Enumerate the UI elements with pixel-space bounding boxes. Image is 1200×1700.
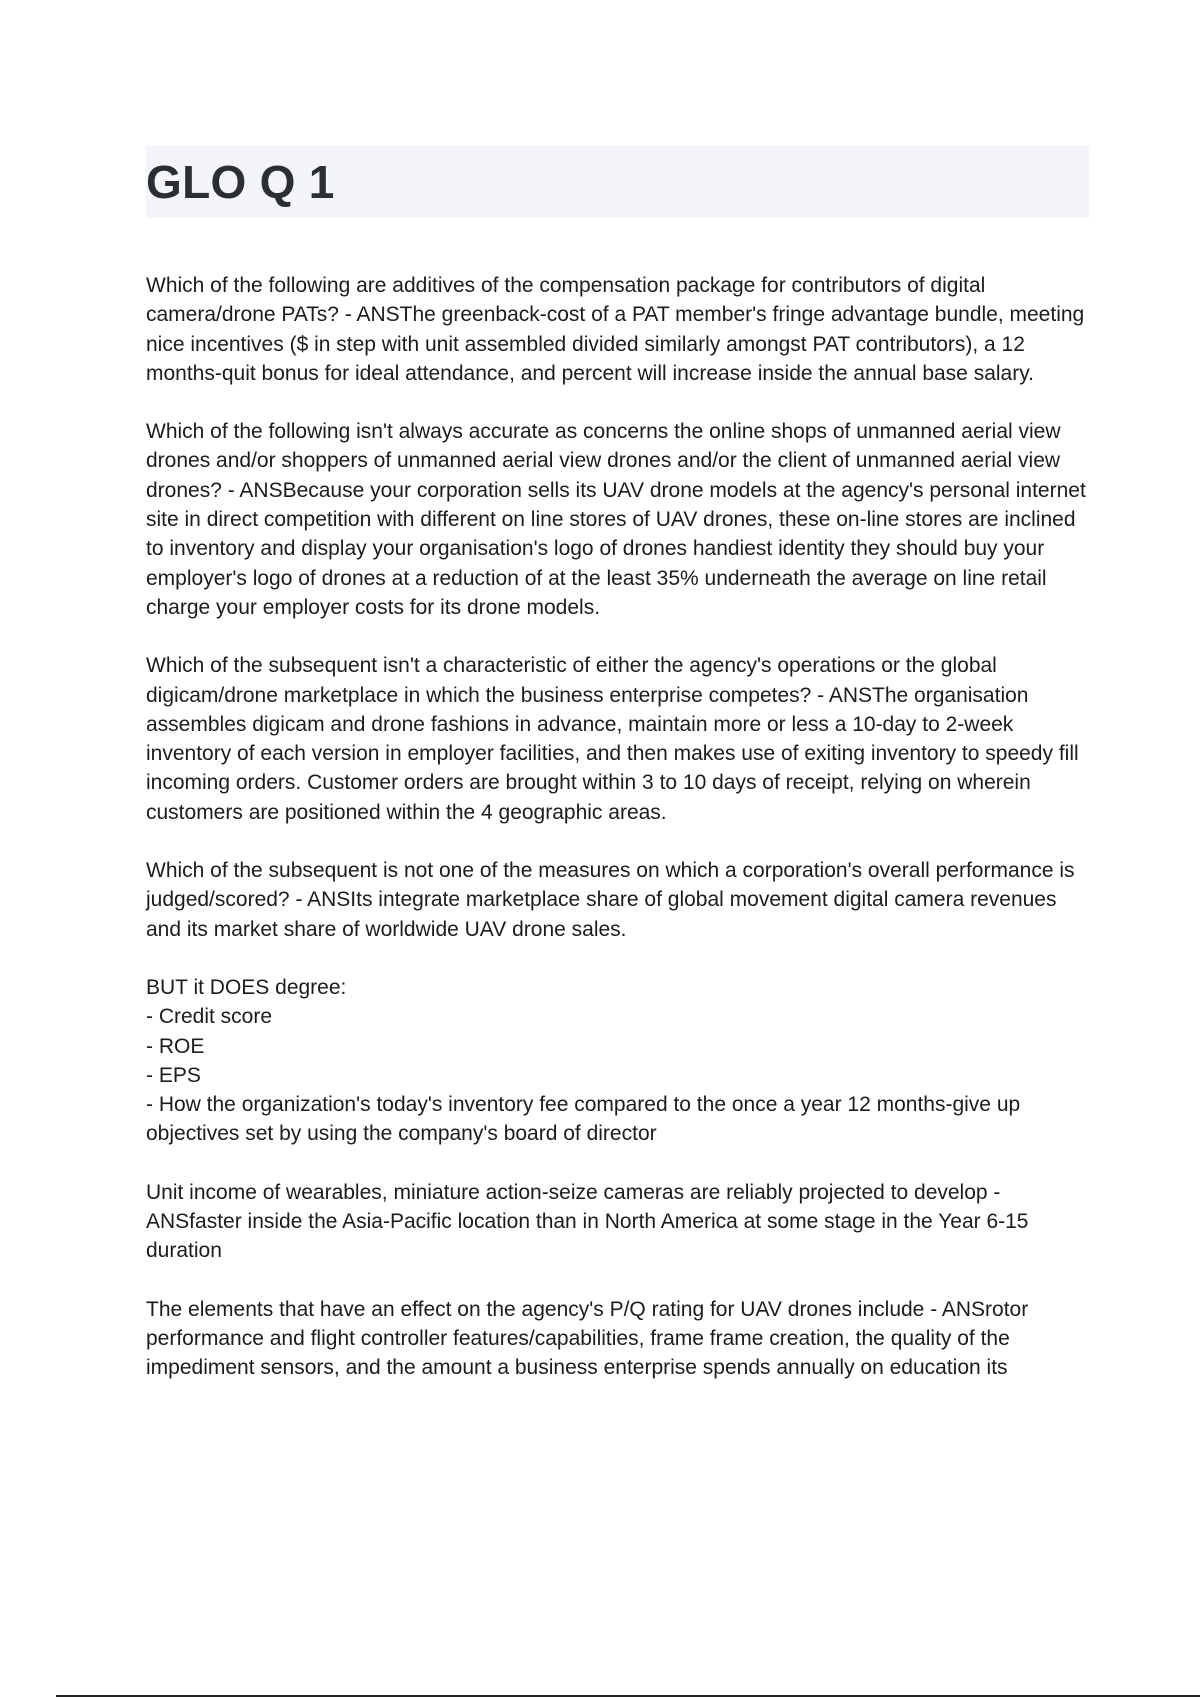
page-title: GLO Q 1 [146, 156, 335, 208]
measures-list-item: - Credit score [146, 1005, 273, 1029]
qa-paragraph-1: Which of the following are additives of the compensation package for contributors of digital camera/drone PATs? - ANSThe greenback-cost of a PAT member's fringe advantage bundle, meeting nice incentives ($ in step with unit assembled divided similarly amongst PAT contributors), a 12 months-quit bonus for ideal attendance, and percent will increase inside the annual base salary. [146, 274, 1085, 385]
measures-block [146, 973, 1096, 1149]
qa-paragraph-2: Which of the following isn't always accurate as concerns the online shops of unmanned aerial view drones and/or shoppers of unmanned aerial view drones and/or the client of unmanned aerial view drones? - ANSBecause your corporation sells its UAV drone models at the agency's personal internet site in direct competition with different on line stores of UAV drones, these on-line stores are inclined to inventory and display your organisation's logo of drones handiest identity they should buy your employer's logo of drones at a reduction of at the least 35% underneath the average on line retail charge your employer costs for its drone models. [146, 420, 1086, 619]
title-banner [146, 146, 1089, 218]
qa-paragraph-3: Which of the subsequent isn't a characteristic of either the agency's operations or the global digicam/drone marketplace in which the business enterprise competes? - ANSThe organisation assembles digicam and drone fashions in advance, maintain more or less a 10-day to 2-week inventory of each version in employer facilities, and then makes use of exiting inventory to speedy fill incoming orders. Customer orders are brought within 3 to 10 days of receipt, relying on wherein customers are positioned within the 4 geographic areas. [146, 654, 1079, 824]
page-bottom-divider [56, 1695, 1200, 1697]
measures-list-item: - How the organization's today's inventory fee compared to the once a year 12 months-give up objectives set by using the company's board of director [146, 1093, 1021, 1146]
measures-list [146, 1002, 1096, 1148]
document-body [146, 271, 1096, 1412]
measures-list-item: - EPS [146, 1063, 201, 1087]
measures-list-item: - ROE [146, 1034, 205, 1058]
qa-paragraph-6: The elements that have an effect on the agency's P/Q rating for UAV drones include - ANSrotor performance and flight controller features/capabilities, frame frame creation, the quality of the impediment sensors, and the amount a business enterprise spends annually on education its [146, 1297, 1029, 1380]
qa-paragraph-4: Which of the subsequent is not one of the measures on which a corporation's overall performance is judged/scored? - ANSIts integrate marketplace share of global movement digital camera revenues and its market share of worldwide UAV drone sales. [146, 859, 1075, 941]
qa-paragraph-5: Unit income of wearables, miniature action-seize cameras are reliably projected to develop - ANSfaster inside the Asia-Pacific location than in North America at some stage in the Year 6-15 duration [146, 1180, 1029, 1263]
measures-intro: BUT it DOES degree: [146, 975, 347, 999]
